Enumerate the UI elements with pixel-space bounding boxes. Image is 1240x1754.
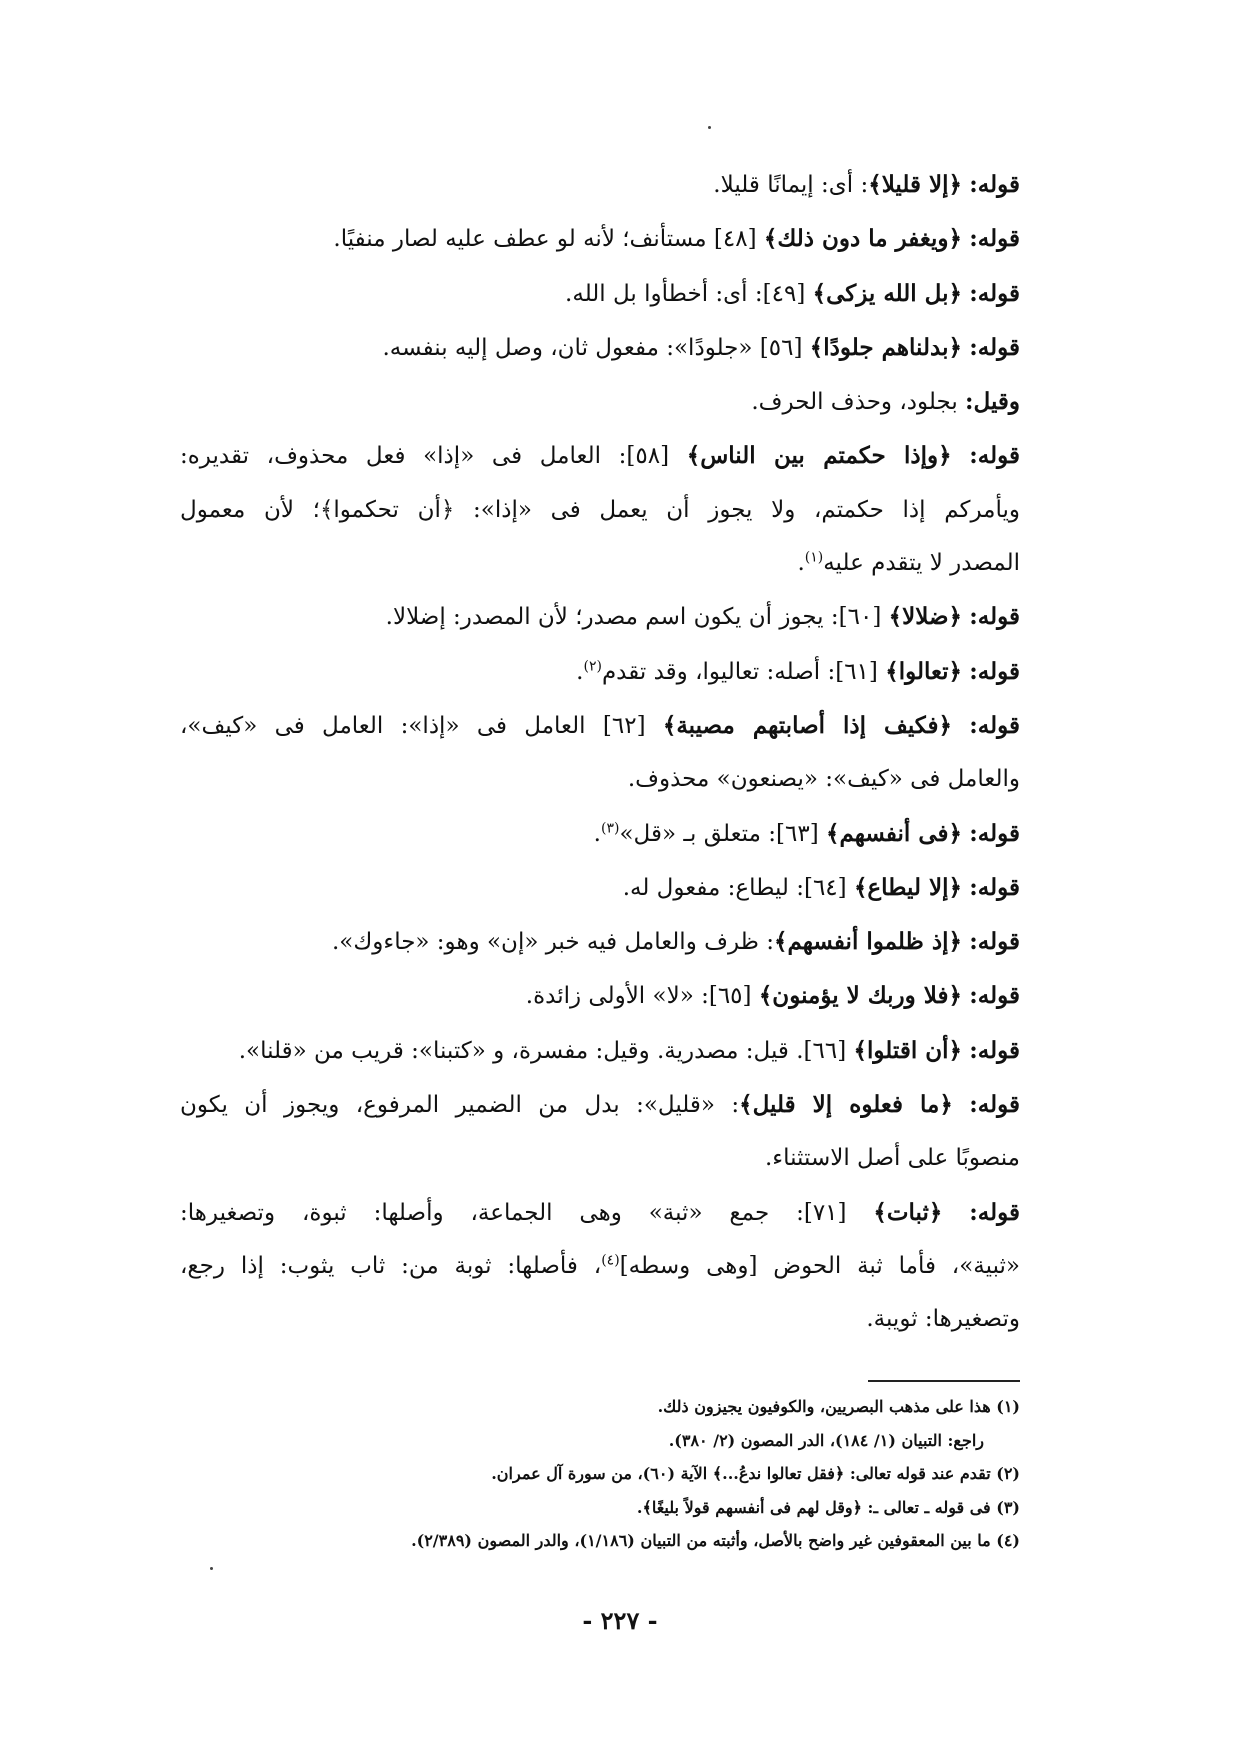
text-line: قوله: ﴿فلا وربك لا يؤمنون﴾ [٦٥]: «لا» الأولى زائدة. xyxy=(525,982,1020,1010)
footnote: (٢) تقدم عند قوله تعالى: ﴿فقل تعالوا ندعُ...﴾ الآية (٦٠)، من سورة آل عمران. xyxy=(491,1464,1020,1484)
text-line: قوله: ﴿فكيف إذا أصابتهم مصيبة﴾ [٦٢] العامل فى «إذا»: العامل فى «كيف»، xyxy=(180,711,1020,739)
text-line: وتصغيرها: ثويبة. xyxy=(866,1306,1020,1333)
footnote-continuation: راجع: التبيان (١/ ١٨٤)، الدر المصون (٢/ ٣٨٠). xyxy=(668,1430,984,1450)
footnote-separator xyxy=(868,1380,1020,1382)
text-line: قوله: ﴿ثبات﴾ [٧١]: جمع «ثبة» وهى الجماعة، وأصلها: ثبوة، وتصغيرها: xyxy=(180,1198,1020,1226)
text-line: المصدر لا يتقدم عليه$^{(١)}$. xyxy=(797,549,1020,577)
text-line: قوله: ﴿ما فعلوه إلا قليل﴾: «قليل»: بدل من الضمير المرفوع، ويجوز أن يكون xyxy=(180,1091,1020,1119)
text-line: وقيل: بجلود، وحذف الحرف. xyxy=(751,388,1020,416)
text-line: قوله: ﴿وإذا حكمتم بين الناس﴾ [٥٨]: العامل فى «إذا» فعل محذوف، تقديره: xyxy=(180,442,1020,470)
footnote: (١) هذا على مذهب البصريين، والكوفيون يجيزون ذلك. xyxy=(657,1397,1020,1416)
text-line: قوله: ﴿ويغفر ما دون ذلك﴾ [٤٨] مستأنف؛ لأنه لو عطف عليه لصار منفيًا. xyxy=(333,225,1020,253)
main-text xyxy=(180,158,1020,1347)
scan-speck xyxy=(210,1567,213,1570)
text-line: «ثبية»، فأما ثبة الحوض [وهى وسطه]$^{(٤)}$، فأصلها: ثوبة من: ثاب يثوب: إذا رجع، xyxy=(180,1252,1020,1279)
text-line: قوله: ﴿فى أنفسهم﴾ [٦٣]: متعلق بـ «قل»$^{(٣)}$. xyxy=(593,819,1020,847)
scan-speck xyxy=(708,126,711,129)
text-line: قوله: ﴿أن اقتلوا﴾ [٦٦]. قيل: مصدرية. وقيل: مفسرة، و «كتبنا»: قريب من «قلنا». xyxy=(238,1036,1020,1064)
footnotes xyxy=(210,1390,1020,1558)
footnote: (٣) فى قوله ـ تعالى ـ: ﴿وقل لهم فى أنفسهم قولاً بليغًا﴾. xyxy=(636,1497,1020,1517)
text-line: منصوبًا على أصل الاستثناء. xyxy=(764,1145,1020,1172)
text-line: قوله: ﴿ضلالا﴾ [٦٠]: يجوز أن يكون اسم مصدر؛ لأن المصدر: إضلالا. xyxy=(385,603,1020,631)
text-line: والعامل فى «كيف»: «يصنعون» محذوف. xyxy=(627,766,1020,793)
text-line: قوله: ﴿إلا ليطاع﴾ [٦٤]: ليطاع: مفعول له. xyxy=(622,873,1020,901)
text-line: قوله: ﴿إلا قليلا﴾: أى: إيمانًا قليلا. xyxy=(713,171,1020,198)
footnote: (٤) ما بين المعقوفين غير واضح بالأصل، وأثبته من التبيان (١/١٨٦)، والدر المصون (٢/٣٨٩). xyxy=(411,1531,1020,1551)
text-line: ويأمركم إذا حكمتم، ولا يجوز أن يعمل فى «إذا»: ﴿أن تحكموا﴾؛ لأن معمول xyxy=(180,496,1020,523)
text-line: قوله: ﴿بدلناهم جلودًا﴾ [٥٦] «جلودًا»: مفعول ثان، وصل إليه بنفسه. xyxy=(382,333,1020,361)
text-line: قوله: ﴿إذ ظلموا أنفسهم﴾: ظرف والعامل فيه خبر «إن» وهو: «جاءوك». xyxy=(331,928,1020,956)
text-line: قوله: ﴿تعالوا﴾ [٦١]: أصله: تعاليوا، وقد تقدم$^{(٢)}$. xyxy=(576,657,1020,685)
page-number: - ٢٢٧ - xyxy=(582,1606,658,1635)
text-line: قوله: ﴿بل الله يزكى﴾ [٤٩]: أى: أخطأوا بل الله. xyxy=(565,279,1020,307)
